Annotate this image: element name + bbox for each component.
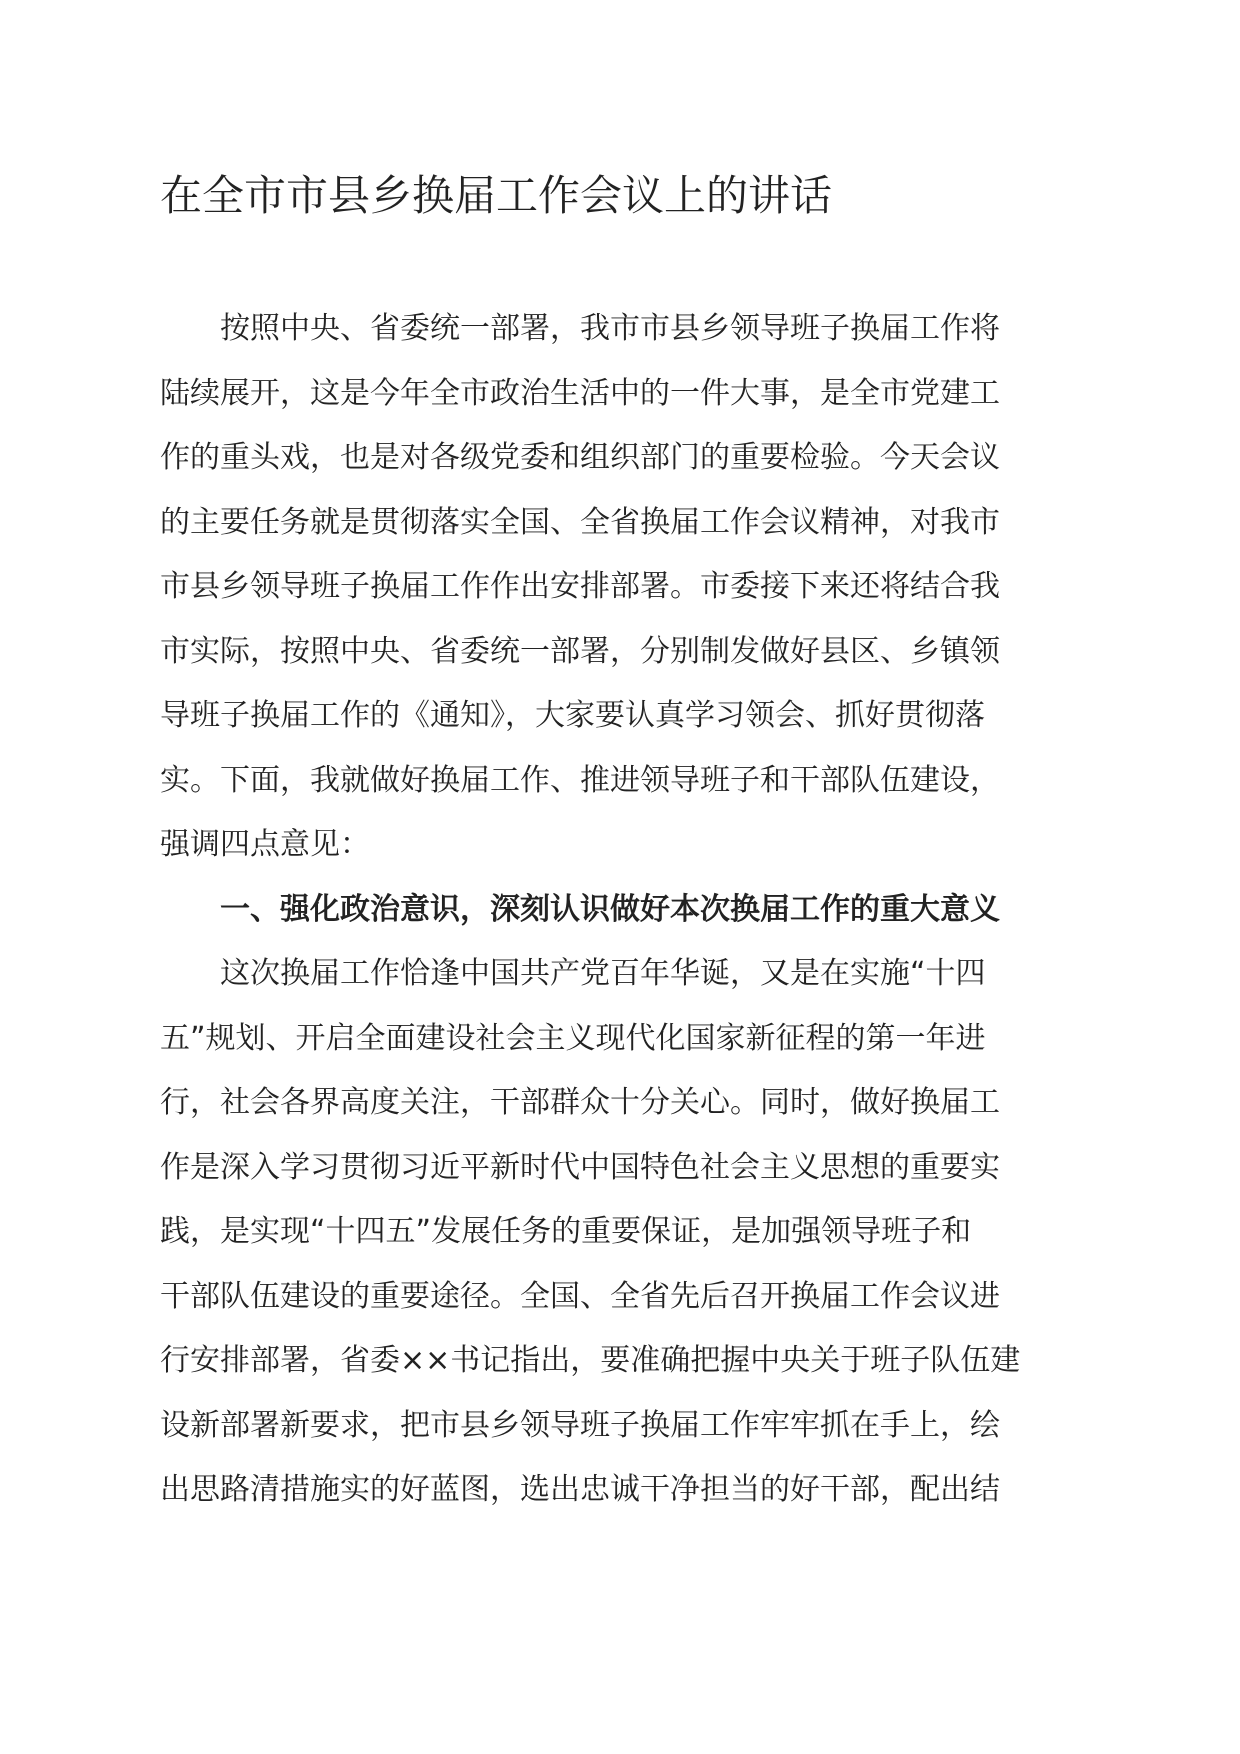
document-body: [160, 297, 1100, 1523]
intro-paragraph: 按照中央、省委统一部署，我市市县乡领导班子换届工作将 陆续展开，这是今年全市政治生活中的一件大事，是全市党建工 作的重头戏，也是对各级党委和组织部门的重要检验。今天会议 的主要任务就是贯彻落实全国、全省换届工作会议精神，对我市 市县乡领导班子换届工作作出安排部署。市委接下来还将结合我 市实际，按照中央、省委统一部署，分别制发做好县区、乡镇领 导班子换届工作的《通知》，大家要认真学习领会、抓好贯彻落 实。下面，我就做好换届工作、推进领导班子和干部队伍建设， 强调四点意见：: [160, 311, 1000, 862]
document-title: 在全市市县乡换届工作会议上的讲话: [160, 171, 833, 220]
section-1-paragraph: 这次换届工作恰逢中国共产党百年华诞，又是在实施“十四 五”规划、开启全面建设社会主义现代化国家新征程的第一年进 行，社会各界高度关注，干部群众十分关心。同时，做好换届工 作是深入学习贯彻习近平新时代中国特色社会主义思想的重要实 践，是实现“十四五”发展任务的重要保证，是加强领导班子和 干部队伍建设的重要途径。全国、全省先后召开换届工作会议进 行安排部署，省委××书记指出，要准确把握中央关于班子队伍建 设新部署新要求，把市县乡领导班子换届工作牢牢抓在手上，绘 出思路清措施实的好蓝图，选出忠诚干净担当的好干部，配出结: [160, 956, 1021, 1507]
section-heading-1: 一、强化政治意识，深刻认识做好本次换届工作的重大意义: [160, 891, 1000, 927]
